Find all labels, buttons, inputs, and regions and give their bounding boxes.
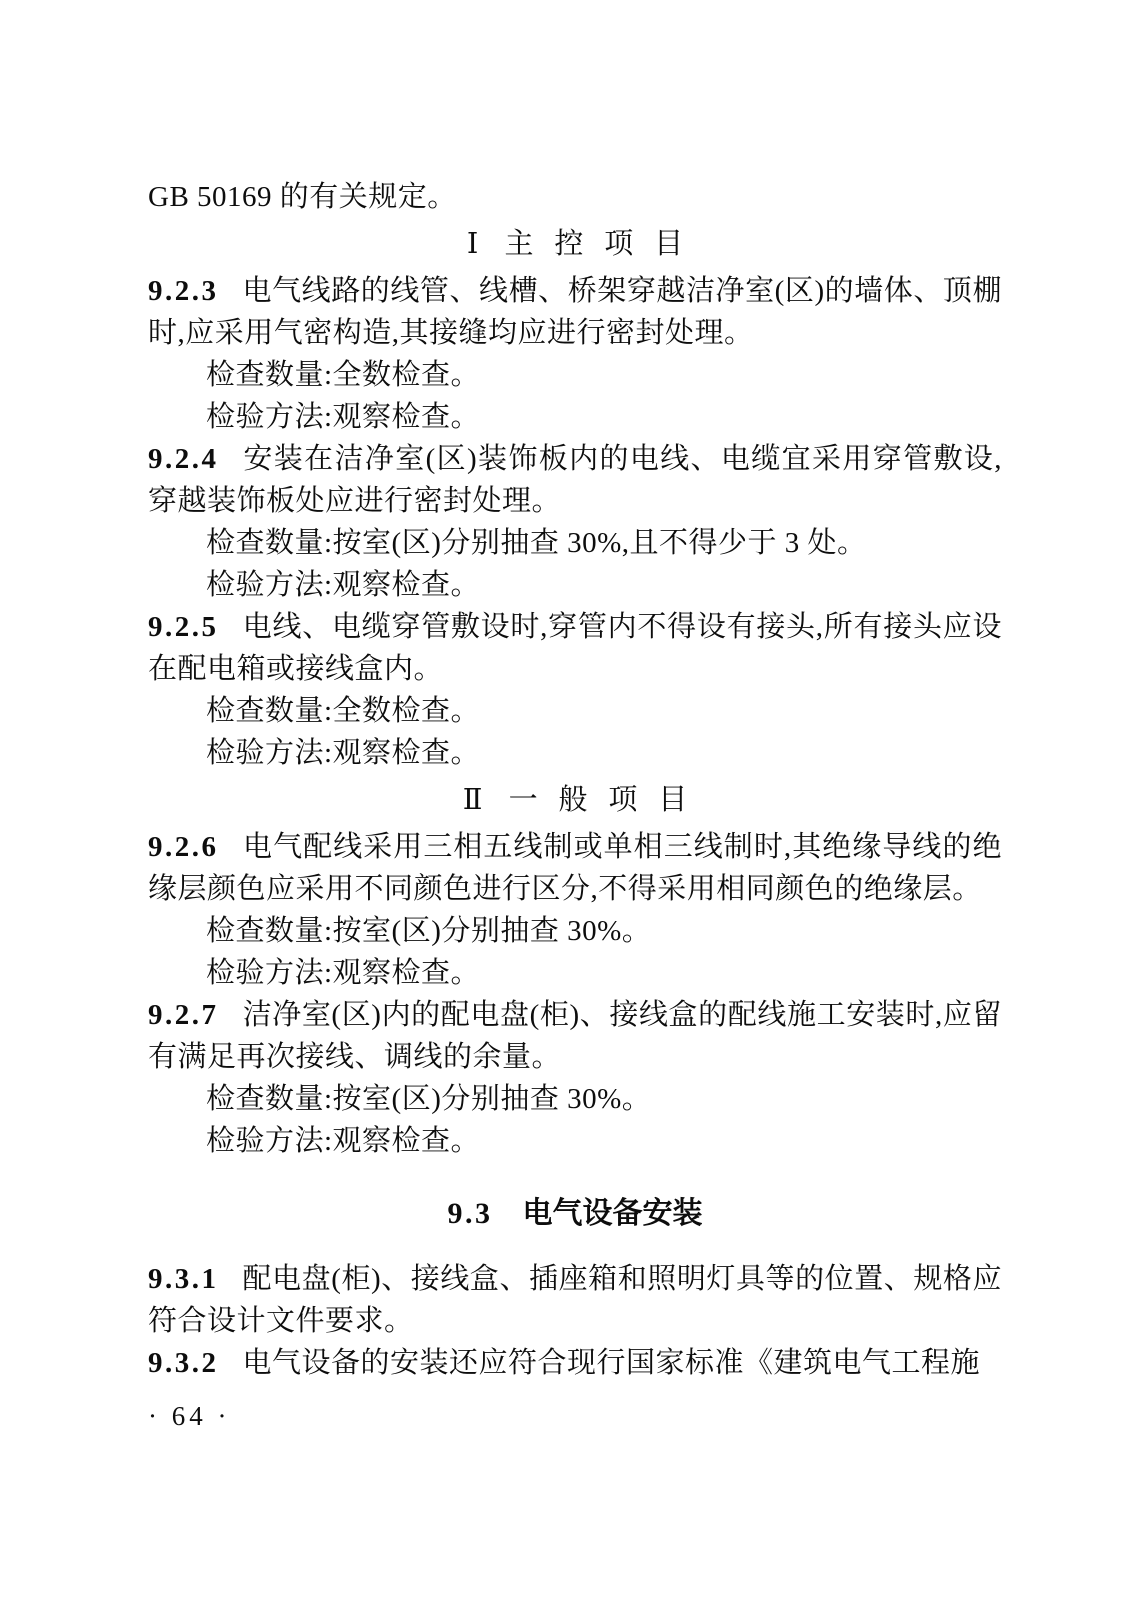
check-method-9-2-3: 检验方法:观察检查。 (206, 401, 481, 433)
roman-numeral-1: Ⅰ (466, 228, 479, 260)
heading-label-master-items: 主控项目 (504, 228, 704, 260)
check-method-9-2-6: 检验方法:观察检查。 (206, 957, 481, 989)
clause-number-9-2-7: 9.2.7 (148, 999, 219, 1031)
subsection-heading-master-items (148, 223, 1002, 265)
section-heading-9-3 (148, 1192, 1002, 1236)
clause-9-2-4 (148, 438, 1002, 522)
check-quantity-9-2-5: 检查数量:全数检查。 (206, 695, 481, 727)
clause-body-9-2-6: 电气配线采用三相五线制或单相三线制时,其绝缘导线的绝缘层颜色应采用不同颜色进行区分,不得采用相同颜色的绝缘层。 (148, 831, 1002, 905)
page-number: · 64 · (148, 1401, 231, 1431)
clause-number-9-2-3: 9.2.3 (148, 275, 219, 307)
check-method-9-2-7: 检验方法:观察检查。 (206, 1125, 481, 1157)
check-quantity-9-2-6: 检查数量:按室(区)分别抽查 30%。 (206, 915, 652, 947)
clause-body-9-2-4: 安装在洁净室(区)装饰板内的电线、电缆宜采用穿管敷设,穿越装饰板处应进行密封处理。 (148, 443, 1002, 517)
clause-9-3-1 (148, 1258, 1002, 1342)
clause-9-2-6 (148, 826, 1002, 910)
clause-number-9-2-4: 9.2.4 (148, 443, 219, 475)
check-quantity-9-2-3: 检查数量:全数检查。 (206, 359, 481, 391)
section-title-9-3: 电气设备安装 (522, 1197, 703, 1230)
subsection-heading-general-items (148, 779, 1002, 821)
check-method-9-2-5: 检验方法:观察检查。 (206, 737, 481, 769)
section-number-9-3: 9.3 (447, 1197, 493, 1230)
clause-9-2-3 (148, 270, 1002, 354)
clause-9-3-2 (148, 1342, 1002, 1384)
check-method-9-2-4: 检验方法:观察检查。 (206, 569, 481, 601)
clause-body-9-3-2: 电气设备的安装还应符合现行国家标准《建筑电气工程施 (242, 1347, 981, 1379)
clause-body-9-2-5: 电线、电缆穿管敷设时,穿管内不得设有接头,所有接头应设在配电箱或接线盒内。 (148, 611, 1002, 685)
clause-9-2-5 (148, 606, 1002, 690)
clause-number-9-3-2: 9.3.2 (148, 1347, 219, 1379)
clause-number-9-2-5: 9.2.5 (148, 611, 219, 643)
check-quantity-9-2-4: 检查数量:按室(区)分别抽查 30%,且不得少于 3 处。 (206, 527, 867, 559)
clause-body-9-3-1: 配电盘(柜)、接线盒、插座箱和照明灯具等的位置、规格应符合设计文件要求。 (148, 1263, 1002, 1337)
roman-numeral-2: Ⅱ (462, 784, 483, 816)
clause-body-9-2-3: 电气线路的线管、线槽、桥架穿越洁净室(区)的墙体、顶棚时,应采用气密构造,其接缝均应进行密封处理。 (148, 275, 1002, 349)
clause-body-9-2-7: 洁净室(区)内的配电盘(柜)、接线盒的配线施工安装时,应留有满足再次接线、调线的余量。 (148, 999, 1002, 1073)
intro-continuation-paragraph: GB 50169 的有关规定。 (148, 181, 457, 213)
clause-9-2-7 (148, 994, 1002, 1078)
clause-number-9-3-1: 9.3.1 (148, 1263, 219, 1295)
heading-label-general-items: 一般项目 (508, 784, 709, 816)
check-quantity-9-2-7: 检查数量:按室(区)分别抽查 30%。 (206, 1083, 652, 1115)
clause-number-9-2-6: 9.2.6 (148, 831, 219, 863)
